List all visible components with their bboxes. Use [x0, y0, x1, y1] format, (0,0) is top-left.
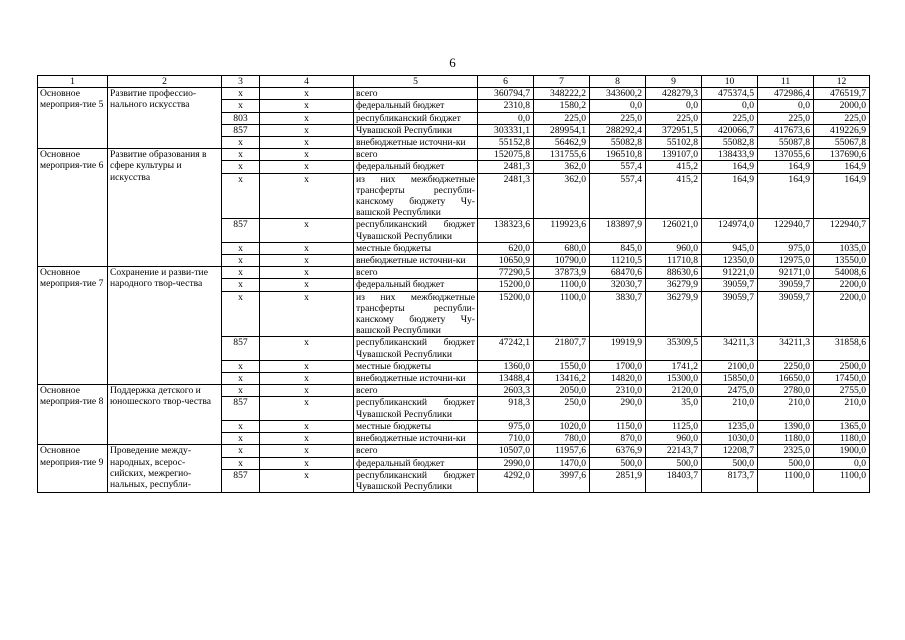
funding-source-cell: республиканский бюджет	[354, 112, 478, 124]
amount-cell: 975,0	[478, 420, 534, 432]
section-code-cell: x	[260, 433, 354, 445]
funding-source-cell: местные бюджеты	[354, 420, 478, 432]
admin-code-cell: x	[222, 433, 260, 445]
section-code-cell: x	[260, 385, 354, 397]
amount-cell: 348222,2	[534, 88, 590, 100]
column-header-12: 12	[814, 76, 870, 88]
amount-cell: 1470,0	[534, 457, 590, 469]
amount-cell: 34211,3	[702, 337, 758, 360]
amount-cell: 250,0	[534, 397, 590, 420]
admin-code-cell: x	[222, 279, 260, 291]
column-header-9: 9	[646, 76, 702, 88]
amount-cell: 225,0	[814, 112, 870, 124]
amount-cell: 2310,0	[590, 385, 646, 397]
funding-source-cell: федеральный бюджет	[354, 100, 478, 112]
amount-cell: 35309,5	[646, 337, 702, 360]
admin-code-cell: 803	[222, 112, 260, 124]
amount-cell: 289954,1	[534, 124, 590, 136]
amount-cell: 0,0	[758, 100, 814, 112]
amount-cell: 91221,0	[702, 267, 758, 279]
amount-cell: 32030,7	[590, 279, 646, 291]
amount-cell: 2050,0	[534, 385, 590, 397]
amount-cell: 225,0	[534, 112, 590, 124]
admin-code-cell: x	[222, 445, 260, 457]
funding-source-cell: внебюджетные источни-ки	[354, 433, 478, 445]
amount-cell: 31858,6	[814, 337, 870, 360]
amount-cell: 183897,9	[590, 219, 646, 242]
admin-code-cell: x	[222, 137, 260, 149]
amount-cell: 2200,0	[814, 291, 870, 337]
amount-cell: 164,9	[702, 173, 758, 219]
event-description-cell: Поддержка детского и юношеского твор-чества	[108, 385, 222, 445]
amount-cell: 476519,7	[814, 88, 870, 100]
amount-cell: 288292,4	[590, 124, 646, 136]
amount-cell: 152075,8	[478, 149, 534, 161]
amount-cell: 12975,0	[758, 255, 814, 267]
amount-cell: 11957,6	[534, 445, 590, 457]
amount-cell: 39059,7	[702, 291, 758, 337]
amount-cell: 2120,0	[646, 385, 702, 397]
amount-cell: 290,0	[590, 397, 646, 420]
event-name-cell: Основное мероприя-тие 9	[38, 445, 108, 493]
amount-cell: 37873,9	[534, 267, 590, 279]
amount-cell: 1020,0	[534, 420, 590, 432]
funding-source-cell: внебюджетные источни-ки	[354, 255, 478, 267]
amount-cell: 39059,7	[758, 279, 814, 291]
amount-cell: 11710,8	[646, 255, 702, 267]
amount-cell: 2990,0	[478, 457, 534, 469]
amount-cell: 2603,3	[478, 385, 534, 397]
admin-code-cell: 857	[222, 397, 260, 420]
amount-cell: 362,0	[534, 173, 590, 219]
amount-cell: 1360,0	[478, 360, 534, 372]
funding-source-cell: всего	[354, 445, 478, 457]
amount-cell: 138433,9	[702, 149, 758, 161]
admin-code-cell: x	[222, 385, 260, 397]
admin-code-cell: x	[222, 360, 260, 372]
amount-cell: 960,0	[646, 242, 702, 254]
amount-cell: 6376,9	[590, 445, 646, 457]
column-header-1: 1	[38, 76, 108, 88]
amount-cell: 2755,0	[814, 385, 870, 397]
column-header-2: 2	[108, 76, 222, 88]
funding-source-cell: республиканский бюджет Чувашской Республики	[354, 397, 478, 420]
funding-source-cell: всего	[354, 149, 478, 161]
amount-cell: 620,0	[478, 242, 534, 254]
amount-cell: 2481,3	[478, 161, 534, 173]
event-description-cell: Развитие профессио-нального искусства	[108, 88, 222, 149]
section-code-cell: x	[260, 457, 354, 469]
admin-code-cell: 857	[222, 219, 260, 242]
amount-cell: 975,0	[758, 242, 814, 254]
amount-cell: 55067,8	[814, 137, 870, 149]
amount-cell: 88630,6	[646, 267, 702, 279]
section-code-cell: x	[260, 397, 354, 420]
column-header-7: 7	[534, 76, 590, 88]
amount-cell: 225,0	[646, 112, 702, 124]
amount-cell: 56462,9	[534, 137, 590, 149]
funding-source-cell: всего	[354, 385, 478, 397]
amount-cell: 196510,8	[590, 149, 646, 161]
amount-cell: 0,0	[814, 457, 870, 469]
amount-cell: 420066,7	[702, 124, 758, 136]
amount-cell: 12208,7	[702, 445, 758, 457]
amount-cell: 210,0	[702, 397, 758, 420]
amount-cell: 1100,0	[534, 279, 590, 291]
amount-cell: 39059,7	[702, 279, 758, 291]
amount-cell: 21807,7	[534, 337, 590, 360]
amount-cell: 13550,0	[814, 255, 870, 267]
amount-cell: 1035,0	[814, 242, 870, 254]
amount-cell: 122940,7	[758, 219, 814, 242]
column-header-8: 8	[590, 76, 646, 88]
admin-code-cell: 857	[222, 124, 260, 136]
admin-code-cell: x	[222, 149, 260, 161]
amount-cell: 2200,0	[814, 279, 870, 291]
amount-cell: 55087,8	[758, 137, 814, 149]
amount-cell: 415,2	[646, 173, 702, 219]
amount-cell: 77290,5	[478, 267, 534, 279]
event-name-cell: Основное мероприя-тие 5	[38, 88, 108, 149]
amount-cell: 500,0	[702, 457, 758, 469]
amount-cell: 19919,9	[590, 337, 646, 360]
amount-cell: 1180,0	[758, 433, 814, 445]
amount-cell: 2325,0	[758, 445, 814, 457]
amount-cell: 14820,0	[590, 373, 646, 385]
amount-cell: 15200,0	[478, 291, 534, 337]
section-code-cell: x	[260, 242, 354, 254]
amount-cell: 139107,0	[646, 149, 702, 161]
admin-code-cell: x	[222, 173, 260, 219]
amount-cell: 2100,0	[702, 360, 758, 372]
amount-cell: 210,0	[814, 397, 870, 420]
funding-source-cell: республиканский бюджет Чувашской Республики	[354, 469, 478, 492]
amount-cell: 17450,0	[814, 373, 870, 385]
amount-cell: 1100,0	[758, 469, 814, 492]
amount-cell: 10790,0	[534, 255, 590, 267]
amount-cell: 870,0	[590, 433, 646, 445]
amount-cell: 13488,4	[478, 373, 534, 385]
amount-cell: 68470,6	[590, 267, 646, 279]
amount-cell: 164,9	[702, 161, 758, 173]
section-code-cell: x	[260, 255, 354, 267]
amount-cell: 39059,7	[758, 291, 814, 337]
amount-cell: 8173,7	[702, 469, 758, 492]
funding-source-cell: местные бюджеты	[354, 242, 478, 254]
amount-cell: 124974,0	[702, 219, 758, 242]
amount-cell: 15850,0	[702, 373, 758, 385]
amount-cell: 1700,0	[590, 360, 646, 372]
section-code-cell: x	[260, 137, 354, 149]
admin-code-cell: x	[222, 420, 260, 432]
column-header-6: 6	[478, 76, 534, 88]
column-header-5: 5	[354, 76, 478, 88]
admin-code-cell: x	[222, 291, 260, 337]
amount-cell: 1030,0	[702, 433, 758, 445]
section-code-cell: x	[260, 445, 354, 457]
funding-source-cell: федеральный бюджет	[354, 161, 478, 173]
amount-cell: 472986,4	[758, 88, 814, 100]
admin-code-cell: x	[222, 457, 260, 469]
funding-source-cell: внебюджетные источни-ки	[354, 373, 478, 385]
admin-code-cell: 857	[222, 337, 260, 360]
event-description-cell: Проведение между-народных, всерос-сийских, межрегио-нальных, республи-	[108, 445, 222, 493]
section-code-cell: x	[260, 420, 354, 432]
amount-cell: 225,0	[590, 112, 646, 124]
amount-cell: 1150,0	[590, 420, 646, 432]
amount-cell: 2310,8	[478, 100, 534, 112]
table-row	[38, 149, 870, 161]
amount-cell: 15200,0	[478, 279, 534, 291]
amount-cell: 845,0	[590, 242, 646, 254]
amount-cell: 1365,0	[814, 420, 870, 432]
section-code-cell: x	[260, 337, 354, 360]
section-code-cell: x	[260, 149, 354, 161]
amount-cell: 22143,7	[646, 445, 702, 457]
admin-code-cell: 857	[222, 469, 260, 492]
amount-cell: 34211,3	[758, 337, 814, 360]
event-name-cell: Основное мероприя-тие 8	[38, 385, 108, 445]
funding-source-cell: внебюджетные источни-ки	[354, 137, 478, 149]
amount-cell: 92171,0	[758, 267, 814, 279]
funding-source-cell: республиканский бюджет Чувашской Республики	[354, 337, 478, 360]
amount-cell: 1125,0	[646, 420, 702, 432]
page-number: 6	[449, 55, 456, 70]
amount-cell: 55082,8	[590, 137, 646, 149]
table-row	[38, 385, 870, 397]
amount-cell: 1900,0	[814, 445, 870, 457]
column-header-10: 10	[702, 76, 758, 88]
admin-code-cell: x	[222, 161, 260, 173]
section-code-cell: x	[260, 469, 354, 492]
amount-cell: 137690,6	[814, 149, 870, 161]
amount-cell: 780,0	[534, 433, 590, 445]
amount-cell: 10650,9	[478, 255, 534, 267]
funding-source-cell: Чувашской Республики	[354, 124, 478, 136]
amount-cell: 557,4	[590, 161, 646, 173]
funding-source-cell: местные бюджеты	[354, 360, 478, 372]
amount-cell: 362,0	[534, 161, 590, 173]
funding-source-cell: всего	[354, 88, 478, 100]
amount-cell: 55152,8	[478, 137, 534, 149]
amount-cell: 0,0	[478, 112, 534, 124]
amount-cell: 210,0	[758, 397, 814, 420]
amount-cell: 419226,9	[814, 124, 870, 136]
section-code-cell: x	[260, 112, 354, 124]
amount-cell: 1550,0	[534, 360, 590, 372]
amount-cell: 372951,5	[646, 124, 702, 136]
amount-cell: 1580,2	[534, 100, 590, 112]
column-header-4: 4	[260, 76, 354, 88]
amount-cell: 415,2	[646, 161, 702, 173]
amount-cell: 2851,9	[590, 469, 646, 492]
section-code-cell: x	[260, 161, 354, 173]
amount-cell: 18403,7	[646, 469, 702, 492]
funding-source-cell: всего	[354, 267, 478, 279]
table-row	[38, 267, 870, 279]
amount-cell: 710,0	[478, 433, 534, 445]
amount-cell: 500,0	[758, 457, 814, 469]
amount-cell: 2250,0	[758, 360, 814, 372]
amount-cell: 11210,5	[590, 255, 646, 267]
amount-cell: 137055,6	[758, 149, 814, 161]
amount-cell: 918,3	[478, 397, 534, 420]
amount-cell: 1100,0	[814, 469, 870, 492]
amount-cell: 55082,8	[702, 137, 758, 149]
amount-cell: 1235,0	[702, 420, 758, 432]
funding-source-cell: федеральный бюджет	[354, 279, 478, 291]
admin-code-cell: x	[222, 373, 260, 385]
funding-source-cell: федеральный бюджет	[354, 457, 478, 469]
amount-cell: 360794,7	[478, 88, 534, 100]
amount-cell: 960,0	[646, 433, 702, 445]
amount-cell: 13416,2	[534, 373, 590, 385]
event-description-cell: Развитие образования в сфере культуры и искусства	[108, 149, 222, 267]
table-row	[38, 88, 870, 100]
amount-cell: 500,0	[646, 457, 702, 469]
amount-cell: 54008,6	[814, 267, 870, 279]
amount-cell: 303331,1	[478, 124, 534, 136]
amount-cell: 225,0	[702, 112, 758, 124]
amount-cell: 2481,3	[478, 173, 534, 219]
event-name-cell: Основное мероприя-тие 7	[38, 267, 108, 385]
amount-cell: 15300,0	[646, 373, 702, 385]
amount-cell: 122940,7	[814, 219, 870, 242]
amount-cell: 119923,6	[534, 219, 590, 242]
amount-cell: 500,0	[590, 457, 646, 469]
amount-cell: 164,9	[758, 173, 814, 219]
amount-cell: 0,0	[590, 100, 646, 112]
amount-cell: 680,0	[534, 242, 590, 254]
amount-cell: 47242,1	[478, 337, 534, 360]
amount-cell: 2475,0	[702, 385, 758, 397]
amount-cell: 0,0	[702, 100, 758, 112]
amount-cell: 0,0	[646, 100, 702, 112]
amount-cell: 557,4	[590, 173, 646, 219]
amount-cell: 2780,0	[758, 385, 814, 397]
amount-cell: 1741,2	[646, 360, 702, 372]
column-header-3: 3	[222, 76, 260, 88]
funding-source-cell: республиканский бюджет Чувашской Республики	[354, 219, 478, 242]
table-body	[38, 88, 870, 493]
admin-code-cell: x	[222, 100, 260, 112]
budget-table	[37, 75, 870, 493]
funding-source-cell: из них межбюджетные трансферты республи-канскому бюджету Чу-вашской Республики	[354, 291, 478, 337]
section-code-cell: x	[260, 373, 354, 385]
event-name-cell: Основное мероприя-тие 6	[38, 149, 108, 267]
amount-cell: 138323,6	[478, 219, 534, 242]
column-header-11: 11	[758, 76, 814, 88]
amount-cell: 131755,6	[534, 149, 590, 161]
admin-code-cell: x	[222, 242, 260, 254]
amount-cell: 164,9	[758, 161, 814, 173]
event-description-cell: Сохранение и разви-тие народного твор-чества	[108, 267, 222, 385]
admin-code-cell: x	[222, 255, 260, 267]
amount-cell: 1180,0	[814, 433, 870, 445]
amount-cell: 2000,0	[814, 100, 870, 112]
amount-cell: 164,9	[814, 173, 870, 219]
section-code-cell: x	[260, 100, 354, 112]
amount-cell: 35,0	[646, 397, 702, 420]
section-code-cell: x	[260, 173, 354, 219]
section-code-cell: x	[260, 124, 354, 136]
amount-cell: 1390,0	[758, 420, 814, 432]
amount-cell: 36279,9	[646, 279, 702, 291]
section-code-cell: x	[260, 267, 354, 279]
amount-cell: 12350,0	[702, 255, 758, 267]
admin-code-cell: x	[222, 267, 260, 279]
amount-cell: 2500,0	[814, 360, 870, 372]
amount-cell: 3830,7	[590, 291, 646, 337]
amount-cell: 126021,0	[646, 219, 702, 242]
section-code-cell: x	[260, 219, 354, 242]
amount-cell: 16650,0	[758, 373, 814, 385]
amount-cell: 164,9	[814, 161, 870, 173]
funding-source-cell: из них межбюджетные трансферты республи-канскому бюджету Чу-вашской Республики	[354, 173, 478, 219]
amount-cell: 3997,6	[534, 469, 590, 492]
amount-cell: 225,0	[758, 112, 814, 124]
amount-cell: 945,0	[702, 242, 758, 254]
amount-cell: 10507,0	[478, 445, 534, 457]
amount-cell: 343600,2	[590, 88, 646, 100]
section-code-cell: x	[260, 88, 354, 100]
amount-cell: 417673,6	[758, 124, 814, 136]
amount-cell: 475374,5	[702, 88, 758, 100]
section-code-cell: x	[260, 291, 354, 337]
section-code-cell: x	[260, 360, 354, 372]
amount-cell: 36279,9	[646, 291, 702, 337]
table-row	[38, 445, 870, 457]
amount-cell: 55102,8	[646, 137, 702, 149]
amount-cell: 428279,3	[646, 88, 702, 100]
section-code-cell: x	[260, 279, 354, 291]
table-header-row	[38, 76, 870, 88]
amount-cell: 1100,0	[534, 291, 590, 337]
admin-code-cell: x	[222, 88, 260, 100]
amount-cell: 4292,0	[478, 469, 534, 492]
